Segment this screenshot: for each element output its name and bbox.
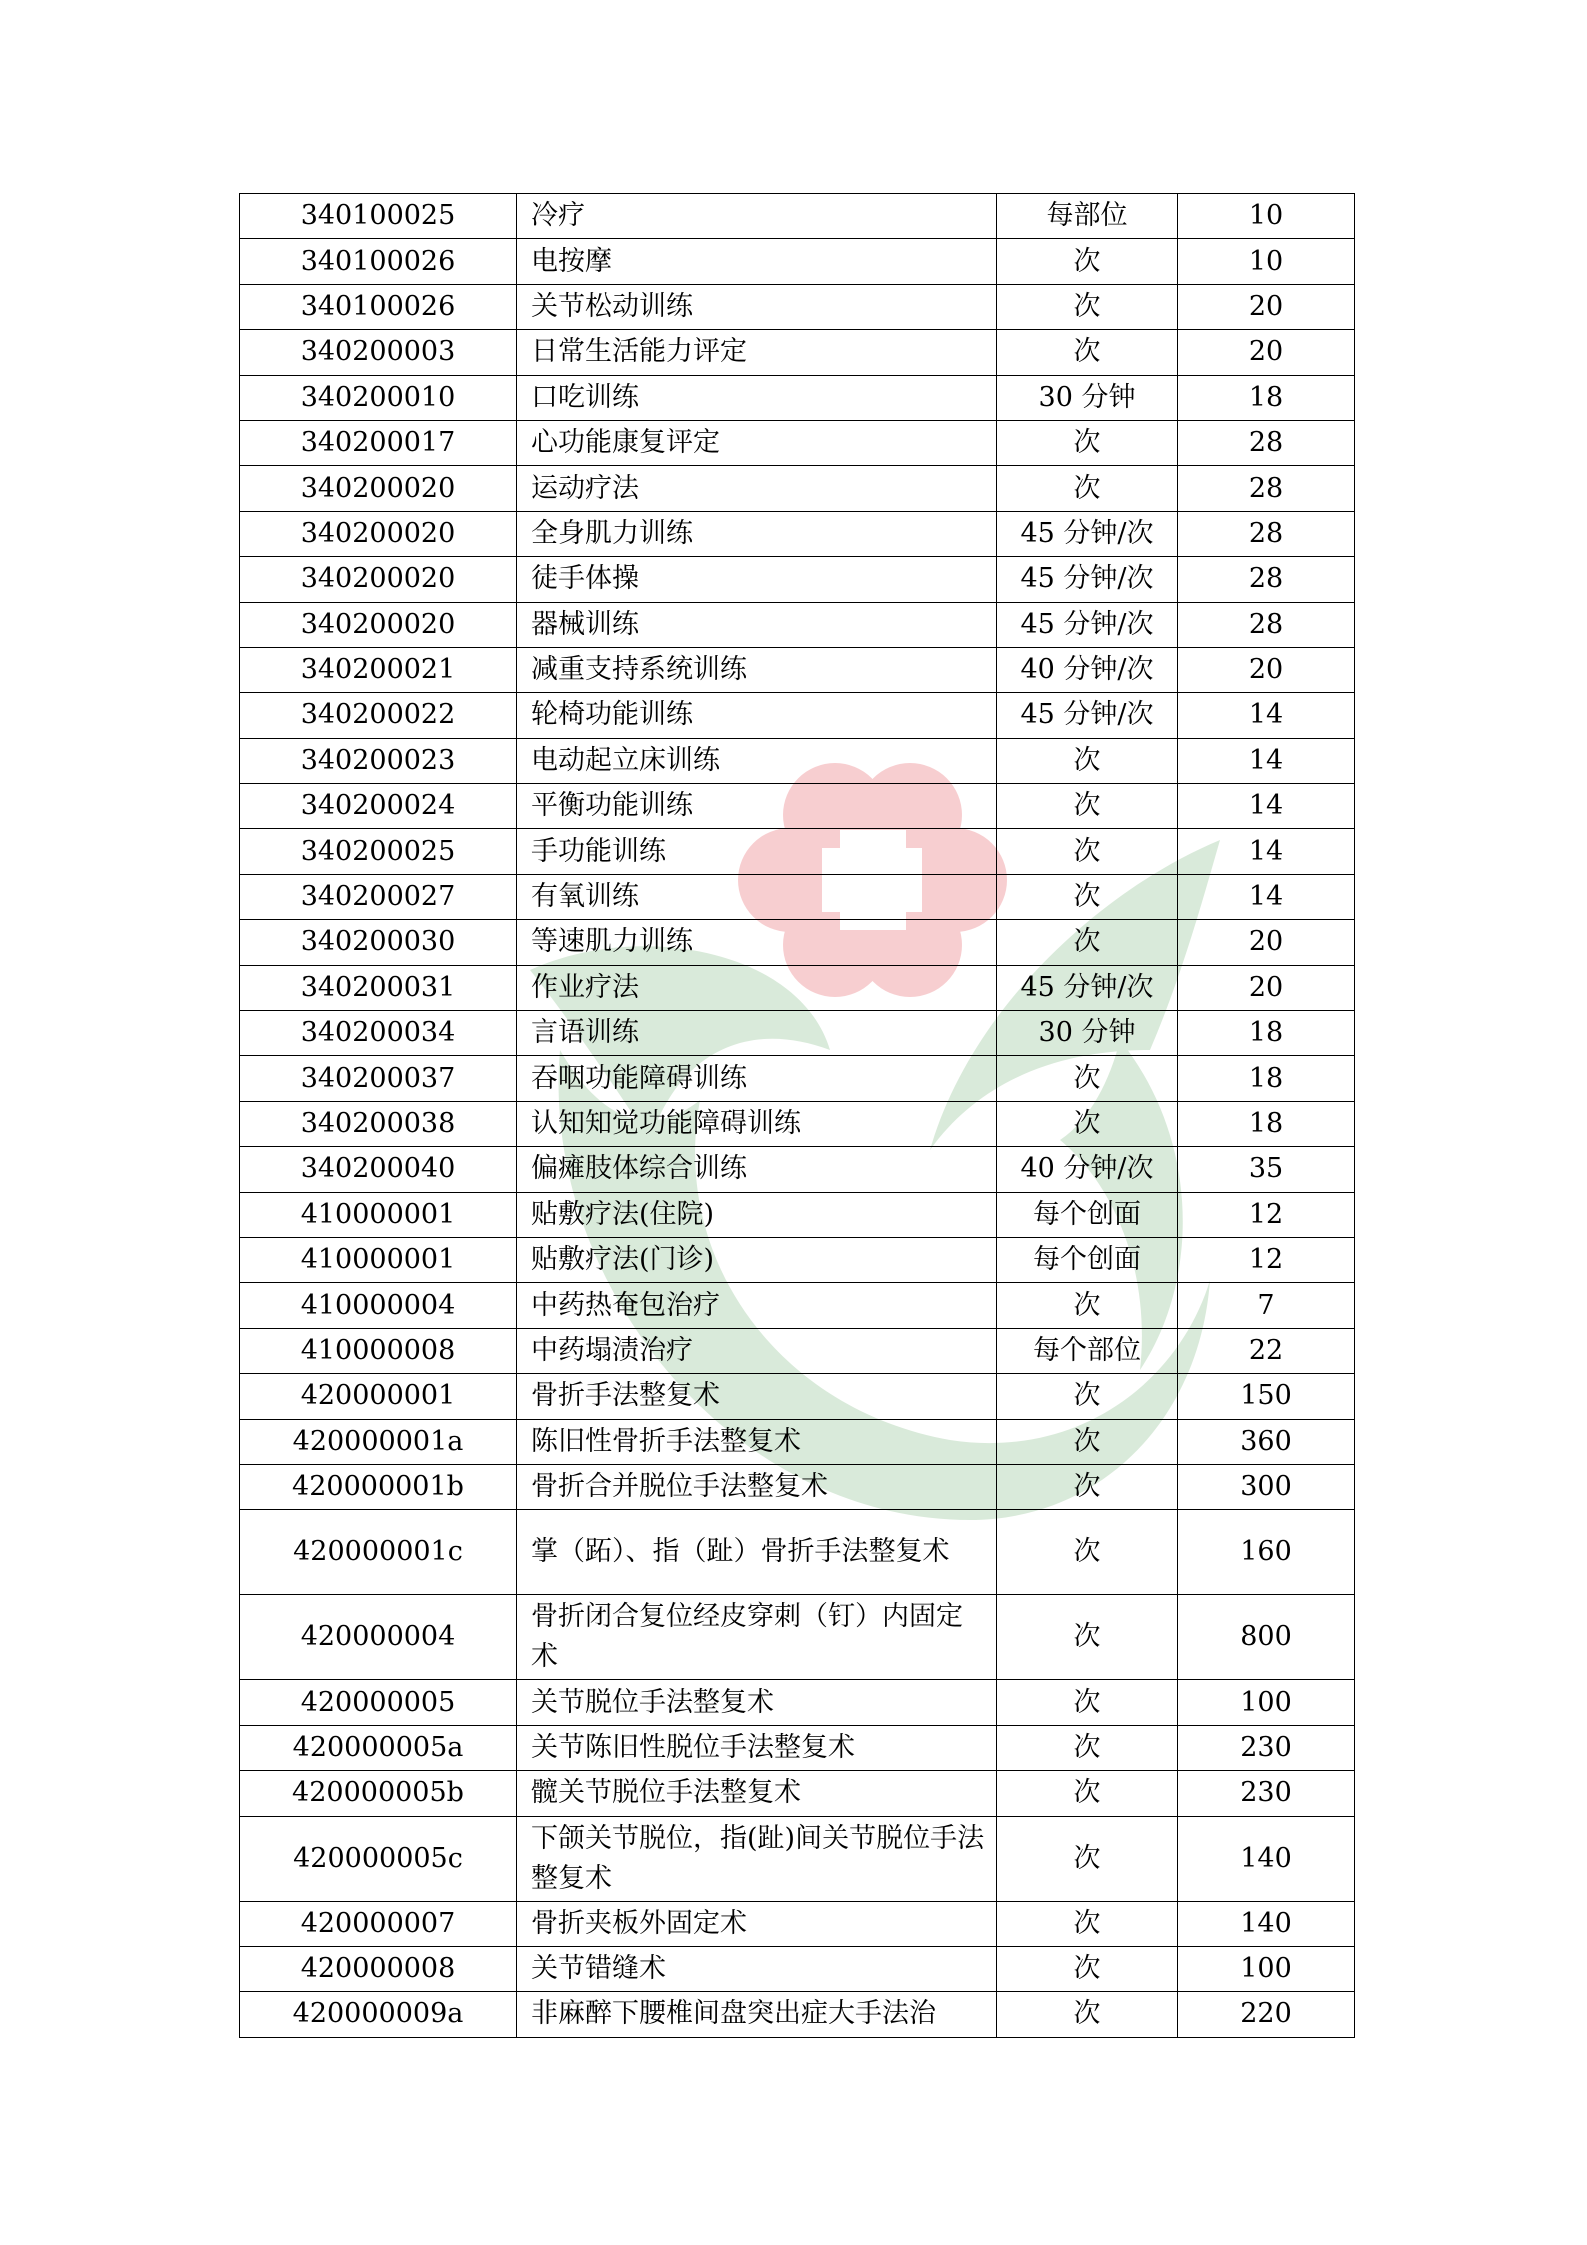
item-unit-cell: 每个创面	[997, 1237, 1178, 1282]
item-code-cell: 410000004	[240, 1283, 517, 1328]
item-price-cell: 100	[1178, 1680, 1355, 1725]
item-code-cell: 340200003	[240, 330, 517, 375]
item-unit-cell: 30 分钟	[997, 1011, 1178, 1056]
item-name-cell: 偏瘫肢体综合训练	[517, 1147, 997, 1192]
item-unit-cell: 45 分钟/次	[997, 693, 1178, 738]
item-price-cell: 140	[1178, 1901, 1355, 1946]
item-price-cell: 10	[1178, 239, 1355, 284]
item-price-cell: 14	[1178, 693, 1355, 738]
item-unit-cell: 次	[997, 1595, 1178, 1680]
item-price-cell: 14	[1178, 829, 1355, 874]
item-code-cell: 340100026	[240, 284, 517, 329]
item-unit-cell: 次	[997, 874, 1178, 919]
item-price-cell: 18	[1178, 375, 1355, 420]
item-price-cell: 28	[1178, 511, 1355, 556]
item-unit-cell: 次	[997, 330, 1178, 375]
table-row	[240, 1328, 1355, 1373]
table-row	[240, 874, 1355, 919]
item-unit-cell: 次	[997, 829, 1178, 874]
item-code-cell: 420000009a	[240, 1992, 517, 2037]
item-unit-cell: 每个创面	[997, 1192, 1178, 1237]
table-row	[240, 784, 1355, 829]
table-row	[240, 693, 1355, 738]
item-price-cell: 220	[1178, 1992, 1355, 2037]
table-row	[240, 738, 1355, 783]
item-unit-cell: 次	[997, 1901, 1178, 1946]
item-name-cell: 贴敷疗法(住院)	[517, 1192, 997, 1237]
item-unit-cell: 30 分钟	[997, 375, 1178, 420]
item-code-cell: 340200031	[240, 965, 517, 1010]
table-row	[240, 375, 1355, 420]
item-price-cell: 28	[1178, 466, 1355, 511]
item-unit-cell: 次	[997, 1725, 1178, 1770]
item-unit-cell: 每部位	[997, 194, 1178, 239]
item-unit-cell: 40 分钟/次	[997, 1147, 1178, 1192]
table-row	[240, 466, 1355, 511]
item-price-cell: 20	[1178, 965, 1355, 1010]
item-price-cell: 22	[1178, 1328, 1355, 1373]
table-row	[240, 1816, 1355, 1901]
item-code-cell: 340200024	[240, 784, 517, 829]
table-row	[240, 239, 1355, 284]
table-row	[240, 1771, 1355, 1816]
item-code-cell: 420000001a	[240, 1419, 517, 1464]
item-name-cell: 电按摩	[517, 239, 997, 284]
table-row	[240, 511, 1355, 556]
item-unit-cell: 次	[997, 1946, 1178, 1991]
item-unit-cell: 次	[997, 420, 1178, 465]
price-table	[239, 193, 1355, 2038]
table-row	[240, 420, 1355, 465]
item-name-cell: 徒手体操	[517, 557, 997, 602]
item-price-cell: 28	[1178, 557, 1355, 602]
item-unit-cell: 次	[997, 784, 1178, 829]
item-unit-cell: 次	[997, 1374, 1178, 1419]
item-code-cell: 340200030	[240, 920, 517, 965]
item-name-cell: 平衡功能训练	[517, 784, 997, 829]
table-row	[240, 1510, 1355, 1595]
table-row	[240, 1725, 1355, 1770]
item-price-cell: 14	[1178, 874, 1355, 919]
item-unit-cell: 次	[997, 284, 1178, 329]
item-price-cell: 160	[1178, 1510, 1355, 1595]
item-unit-cell: 40 分钟/次	[997, 647, 1178, 692]
item-code-cell: 340200038	[240, 1101, 517, 1146]
table-row	[240, 1464, 1355, 1509]
item-price-cell: 230	[1178, 1771, 1355, 1816]
table-row	[240, 920, 1355, 965]
item-code-cell: 340200034	[240, 1011, 517, 1056]
item-price-cell: 18	[1178, 1056, 1355, 1101]
item-name-cell: 手功能训练	[517, 829, 997, 874]
item-code-cell: 340200022	[240, 693, 517, 738]
item-unit-cell: 45 分钟/次	[997, 511, 1178, 556]
item-code-cell: 340100025	[240, 194, 517, 239]
item-unit-cell: 次	[997, 1283, 1178, 1328]
item-name-cell: 减重支持系统训练	[517, 647, 997, 692]
item-name-cell: 骨折夹板外固定术	[517, 1901, 997, 1946]
item-code-cell: 420000001c	[240, 1510, 517, 1595]
item-name-cell: 关节错缝术	[517, 1946, 997, 1991]
item-name-cell: 中药热奄包治疗	[517, 1283, 997, 1328]
item-price-cell: 14	[1178, 784, 1355, 829]
item-code-cell: 340200037	[240, 1056, 517, 1101]
item-unit-cell: 45 分钟/次	[997, 557, 1178, 602]
table-row	[240, 1283, 1355, 1328]
table-row	[240, 1374, 1355, 1419]
table-row	[240, 330, 1355, 375]
item-name-cell: 贴敷疗法(门诊)	[517, 1237, 997, 1282]
table-row	[240, 1101, 1355, 1146]
item-unit-cell: 次	[997, 1056, 1178, 1101]
item-code-cell: 420000001b	[240, 1464, 517, 1509]
item-name-cell: 作业疗法	[517, 965, 997, 1010]
table-row	[240, 1192, 1355, 1237]
table-row	[240, 1237, 1355, 1282]
item-name-cell: 认知知觉功能障碍训练	[517, 1101, 997, 1146]
item-unit-cell: 次	[997, 738, 1178, 783]
item-price-cell: 150	[1178, 1374, 1355, 1419]
table-body	[240, 194, 1355, 2038]
table-row	[240, 1901, 1355, 1946]
item-price-cell: 7	[1178, 1283, 1355, 1328]
item-code-cell: 340200020	[240, 466, 517, 511]
item-code-cell: 420000005b	[240, 1771, 517, 1816]
item-price-cell: 10	[1178, 194, 1355, 239]
item-price-cell: 35	[1178, 1147, 1355, 1192]
item-name-cell: 关节脱位手法整复术	[517, 1680, 997, 1725]
item-name-cell: 关节陈旧性脱位手法整复术	[517, 1725, 997, 1770]
table-row	[240, 1056, 1355, 1101]
table-row	[240, 1680, 1355, 1725]
item-code-cell: 340200020	[240, 602, 517, 647]
table-row	[240, 1419, 1355, 1464]
table-row	[240, 829, 1355, 874]
item-unit-cell: 次	[997, 1992, 1178, 2037]
item-price-cell: 18	[1178, 1011, 1355, 1056]
item-unit-cell: 45 分钟/次	[997, 965, 1178, 1010]
item-unit-cell: 次	[997, 466, 1178, 511]
table-row	[240, 194, 1355, 239]
item-code-cell: 340100026	[240, 239, 517, 284]
item-price-cell: 20	[1178, 330, 1355, 375]
item-code-cell: 420000005	[240, 1680, 517, 1725]
item-code-cell: 410000008	[240, 1328, 517, 1373]
item-name-cell: 髋关节脱位手法整复术	[517, 1771, 997, 1816]
item-code-cell: 340200021	[240, 647, 517, 692]
item-unit-cell: 45 分钟/次	[997, 602, 1178, 647]
item-unit-cell: 次	[997, 1680, 1178, 1725]
item-code-cell: 410000001	[240, 1192, 517, 1237]
item-code-cell: 420000005c	[240, 1816, 517, 1901]
item-name-cell: 骨折手法整复术	[517, 1374, 997, 1419]
item-price-cell: 230	[1178, 1725, 1355, 1770]
item-code-cell: 420000008	[240, 1946, 517, 1991]
item-price-cell: 18	[1178, 1101, 1355, 1146]
item-name-cell: 等速肌力训练	[517, 920, 997, 965]
item-name-cell: 口吃训练	[517, 375, 997, 420]
item-price-cell: 28	[1178, 420, 1355, 465]
item-unit-cell: 次	[997, 1101, 1178, 1146]
table-row	[240, 284, 1355, 329]
item-code-cell: 340200040	[240, 1147, 517, 1192]
item-code-cell: 410000001	[240, 1237, 517, 1282]
item-code-cell: 340200027	[240, 874, 517, 919]
table-row	[240, 1011, 1355, 1056]
item-code-cell: 420000005a	[240, 1725, 517, 1770]
item-price-cell: 20	[1178, 284, 1355, 329]
item-price-cell: 20	[1178, 920, 1355, 965]
item-code-cell: 340200023	[240, 738, 517, 783]
item-price-cell: 14	[1178, 738, 1355, 783]
item-name-cell: 非麻醉下腰椎间盘突出症大手法治	[517, 1992, 997, 2037]
item-name-cell: 电动起立床训练	[517, 738, 997, 783]
item-code-cell: 420000004	[240, 1595, 517, 1680]
item-code-cell: 340200010	[240, 375, 517, 420]
item-name-cell: 骨折合并脱位手法整复术	[517, 1464, 997, 1509]
item-unit-cell: 次	[997, 920, 1178, 965]
item-code-cell: 340200025	[240, 829, 517, 874]
item-code-cell: 420000007	[240, 1901, 517, 1946]
item-name-cell: 心功能康复评定	[517, 420, 997, 465]
item-name-cell: 中药塌渍治疗	[517, 1328, 997, 1373]
table-row	[240, 647, 1355, 692]
item-unit-cell: 次	[997, 1464, 1178, 1509]
item-price-cell: 800	[1178, 1595, 1355, 1680]
table-row	[240, 1147, 1355, 1192]
item-unit-cell: 次	[997, 1771, 1178, 1816]
item-unit-cell: 次	[997, 1419, 1178, 1464]
item-name-cell: 有氧训练	[517, 874, 997, 919]
item-name-cell: 掌（跖）、指（趾）骨折手法整复术	[517, 1510, 997, 1595]
item-name-cell: 冷疗	[517, 194, 997, 239]
item-unit-cell: 次	[997, 239, 1178, 284]
item-name-cell: 骨折闭合复位经皮穿刺（钉）内固定术	[517, 1595, 997, 1680]
item-name-cell: 日常生活能力评定	[517, 330, 997, 375]
table-row	[240, 1992, 1355, 2037]
item-name-cell: 轮椅功能训练	[517, 693, 997, 738]
item-price-cell: 100	[1178, 1946, 1355, 1991]
item-price-cell: 140	[1178, 1816, 1355, 1901]
item-price-cell: 360	[1178, 1419, 1355, 1464]
table-row	[240, 1946, 1355, 1991]
item-price-cell: 28	[1178, 602, 1355, 647]
item-code-cell: 340200017	[240, 420, 517, 465]
table-row	[240, 965, 1355, 1010]
item-name-cell: 下颌关节脱位，指(趾)间关节脱位手法整复术	[517, 1816, 997, 1901]
item-unit-cell: 每个部位	[997, 1328, 1178, 1373]
item-price-cell: 12	[1178, 1192, 1355, 1237]
item-unit-cell: 次	[997, 1510, 1178, 1595]
item-price-cell: 20	[1178, 647, 1355, 692]
table-row	[240, 602, 1355, 647]
table-row	[240, 557, 1355, 602]
table-row	[240, 1595, 1355, 1680]
item-code-cell: 340200020	[240, 511, 517, 556]
item-name-cell: 吞咽功能障碍训练	[517, 1056, 997, 1101]
item-name-cell: 陈旧性骨折手法整复术	[517, 1419, 997, 1464]
item-price-cell: 300	[1178, 1464, 1355, 1509]
item-price-cell: 12	[1178, 1237, 1355, 1282]
item-code-cell: 420000001	[240, 1374, 517, 1419]
item-unit-cell: 次	[997, 1816, 1178, 1901]
item-code-cell: 340200020	[240, 557, 517, 602]
item-name-cell: 运动疗法	[517, 466, 997, 511]
item-name-cell: 关节松动训练	[517, 284, 997, 329]
item-name-cell: 言语训练	[517, 1011, 997, 1056]
item-name-cell: 器械训练	[517, 602, 997, 647]
item-name-cell: 全身肌力训练	[517, 511, 997, 556]
